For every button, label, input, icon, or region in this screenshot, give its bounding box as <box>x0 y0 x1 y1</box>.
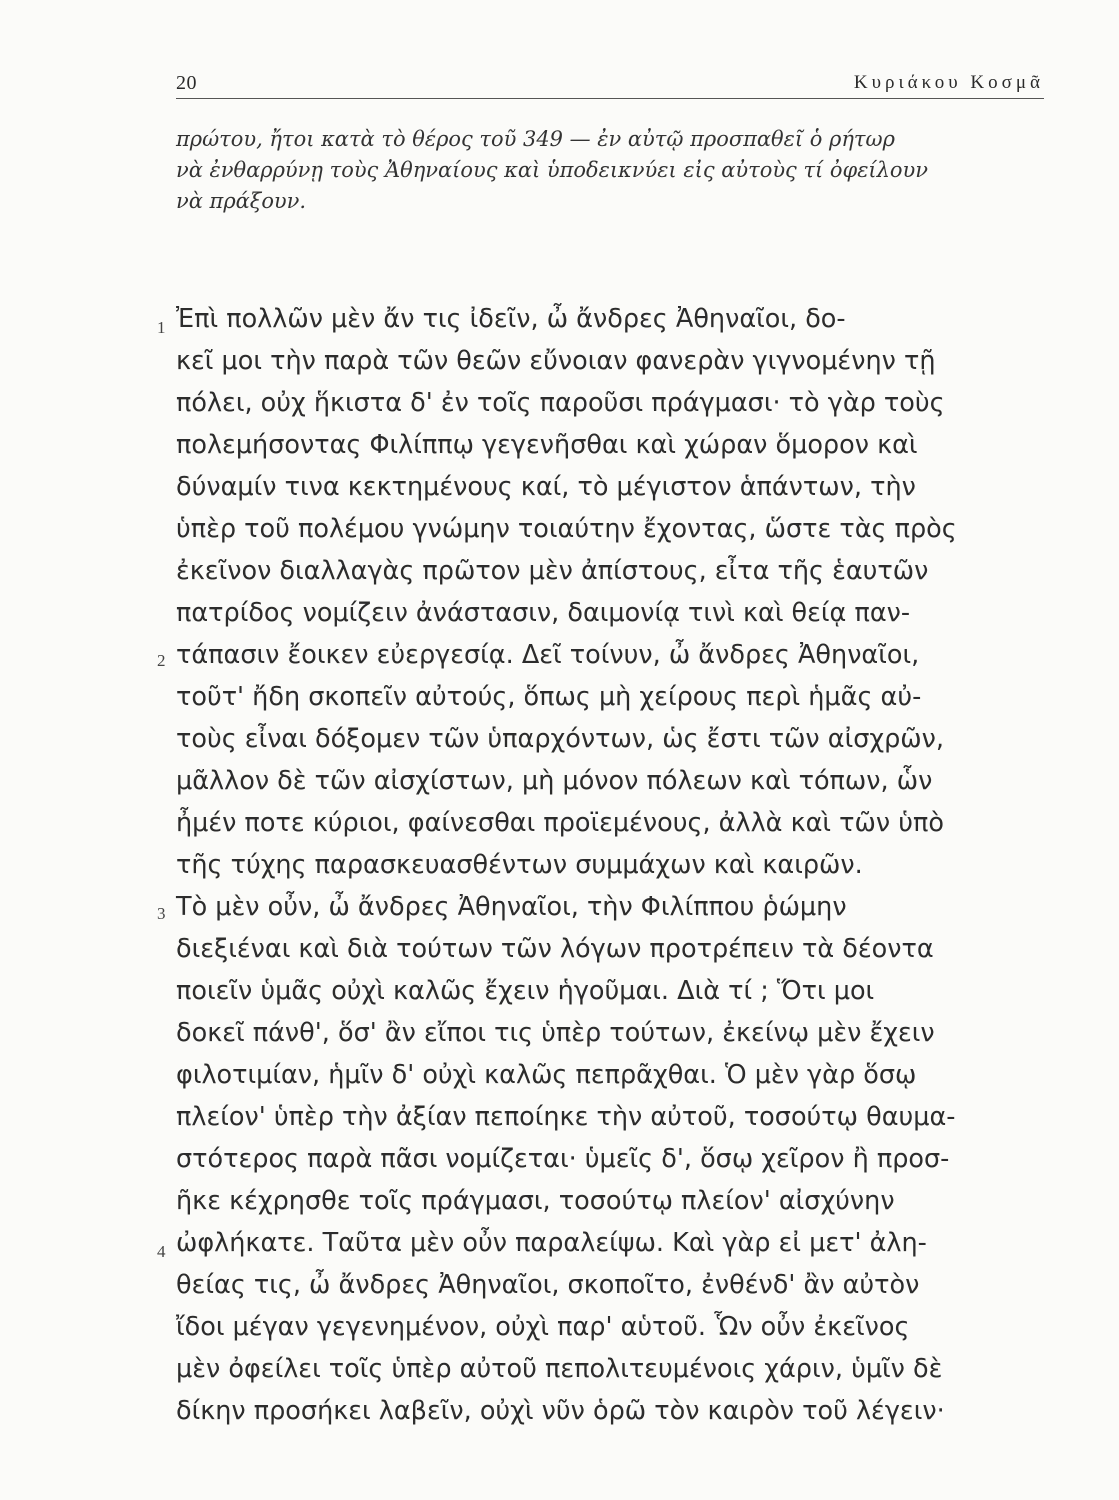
text-line: ἦμέν ποτε κύριοι, φαίνεσθαι προϊεμένους, ἀλλὰ καὶ τῶν ὑπὸ <box>176 808 944 838</box>
text-line: τῆς τύχης παρασκευασθέντων συμμάχων καὶ καιρῶν. <box>176 850 863 880</box>
section-number: 3 <box>157 904 166 923</box>
page-number: 20 <box>176 72 197 94</box>
intro-line: πρώτου, ἤτοι κατὰ τὸ θέρος τοῦ 349 — ἐν αὐτῷ προσπαθεῖ ὁ ρήτωρ <box>176 127 895 151</box>
intro-line: νὰ ἐνθαρρύνῃ τοὺς Ἀθηναίους καὶ ὑποδεικνύει εἰς αὐτοὺς τί ὀφείλουν <box>176 158 929 182</box>
text-line: ποιεῖν ὑμᾶς οὐχὶ καλῶς ἔχειν ἡγοῦμαι. Διὰ τί ; Ὅτι μοι <box>176 976 875 1006</box>
text-line: τοῦτ' ἤδη σκοπεῖν αὐτούς, ὅπως μὴ χείρους περὶ ἡμᾶς αὐ- <box>176 682 922 712</box>
text-line: στότερος παρὰ πᾶσι νομίζεται· ὑμεῖς δ', ὅσῳ χεῖρον ἢ προσ- <box>176 1144 950 1174</box>
text-line: δοκεῖ πάνθ', ὅσ' ἂν εἴποι τις ὑπὲρ τούτων, ἐκείνῳ μὲν ἔχειν <box>176 1018 935 1048</box>
text-line: πατρίδος νομίζειν ἀνάστασιν, δαιμονίᾳ τινὶ καὶ θείᾳ παν- <box>176 598 911 628</box>
text-line: δύναμίν τινα κεκτημένους καί, τὸ μέγιστον ἁπάντων, τὴν <box>176 472 916 502</box>
text-line: θείας τις, ὦ ἄνδρες Ἀθηναῖοι, σκοποῖτο, ἐνθένδ' ἂν αὐτὸν <box>176 1270 920 1300</box>
section-number: 2 <box>157 651 166 670</box>
section-number: 4 <box>157 1242 166 1261</box>
text-line: ῆκε κέχρησθε τοῖς πράγμασι, τοσούτῳ πλείον' αἰσχύνην <box>176 1186 895 1216</box>
text-line: πλείον' ὑπὲρ τὴν ἀξίαν πεποίηκε τὴν αὐτοῦ, τοσούτῳ θαυμα- <box>176 1102 956 1132</box>
section-number: 1 <box>157 318 166 337</box>
text-line: κεῖ μοι τὴν παρὰ τῶν θεῶν εὔνοιαν φανερὰν γιγνομένην τῇ <box>176 346 936 376</box>
text-line: Ἐπὶ πολλῶν μὲν ἄν τις ἰδεῖν, ὦ ἄνδρες Ἀθηναῖοι, δο- <box>176 304 846 334</box>
page-header <box>176 68 1044 99</box>
text-line: τάπασιν ἔοικεν εὐεργεσίᾳ. Δεῖ τοίνυν, ὦ ἄνδρες Ἀθηναῖοι, <box>176 640 920 670</box>
text-line: μὲν ὀφείλει τοῖς ὑπὲρ αὐτοῦ πεπολιτευμένοις χάριν, ὑμῖν δὲ <box>176 1354 943 1384</box>
text-line: διεξιέναι καὶ διὰ τούτων τῶν λόγων προτρέπειν τὰ δέοντα <box>176 934 934 964</box>
text-line: πολεμήσοντας Φιλίππῳ γεγενῆσθαι καὶ χώραν ὅμορον καὶ <box>176 430 918 460</box>
text-line: πόλει, οὐχ ἥκιστα δ' ἐν τοῖς παροῦσι πράγμασι· τὸ γὰρ τοὺς <box>176 388 945 418</box>
text-line: Τὸ μὲν οὖν, ὦ ἄνδρες Ἀθηναῖοι, τὴν Φιλίππου ῥώμην <box>176 892 847 922</box>
running-head: Κυριάκου Κοσμᾶ <box>853 72 1044 93</box>
text-line: ἴδοι μέγαν γεγενημένον, οὐχὶ παρ' αὑτοῦ. Ὧν οὖν ἐκεῖνος <box>176 1312 910 1342</box>
intro-paragraph <box>176 124 1044 217</box>
text-line: δίκην προσήκει λαβεῖν, οὐχὶ νῦν ὁρῶ τὸν καιρὸν τοῦ λέγειν· <box>176 1396 945 1426</box>
text-line: ὑπὲρ τοῦ πολέμου γνώμην τοιαύτην ἔχοντας, ὥστε τὰς πρὸς <box>176 514 957 544</box>
intro-line: νὰ πράξουν. <box>176 189 307 213</box>
text-line: ὠφλήκατε. Ταῦτα μὲν οὖν παραλείψω. Καὶ γὰρ εἰ μετ' ἀλη- <box>176 1228 927 1258</box>
text-line: ἐκεῖνον διαλλαγὰς πρῶτον μὲν ἀπίστους, εἶτα τῆς ἑαυτῶν <box>176 556 929 586</box>
text-line: μᾶλλον δὲ τῶν αἰσχίστων, μὴ μόνον πόλεων καὶ τόπων, ὧν <box>176 766 933 796</box>
text-line: φιλοτιμίαν, ἡμῖν δ' οὐχὶ καλῶς πεπρᾶχθαι. Ὁ μὲν γὰρ ὅσῳ <box>176 1060 917 1090</box>
text-line: τοὺς εἶναι δόξομεν τῶν ὑπαρχόντων, ὡς ἔστι τῶν αἰσχρῶν, <box>176 724 944 754</box>
